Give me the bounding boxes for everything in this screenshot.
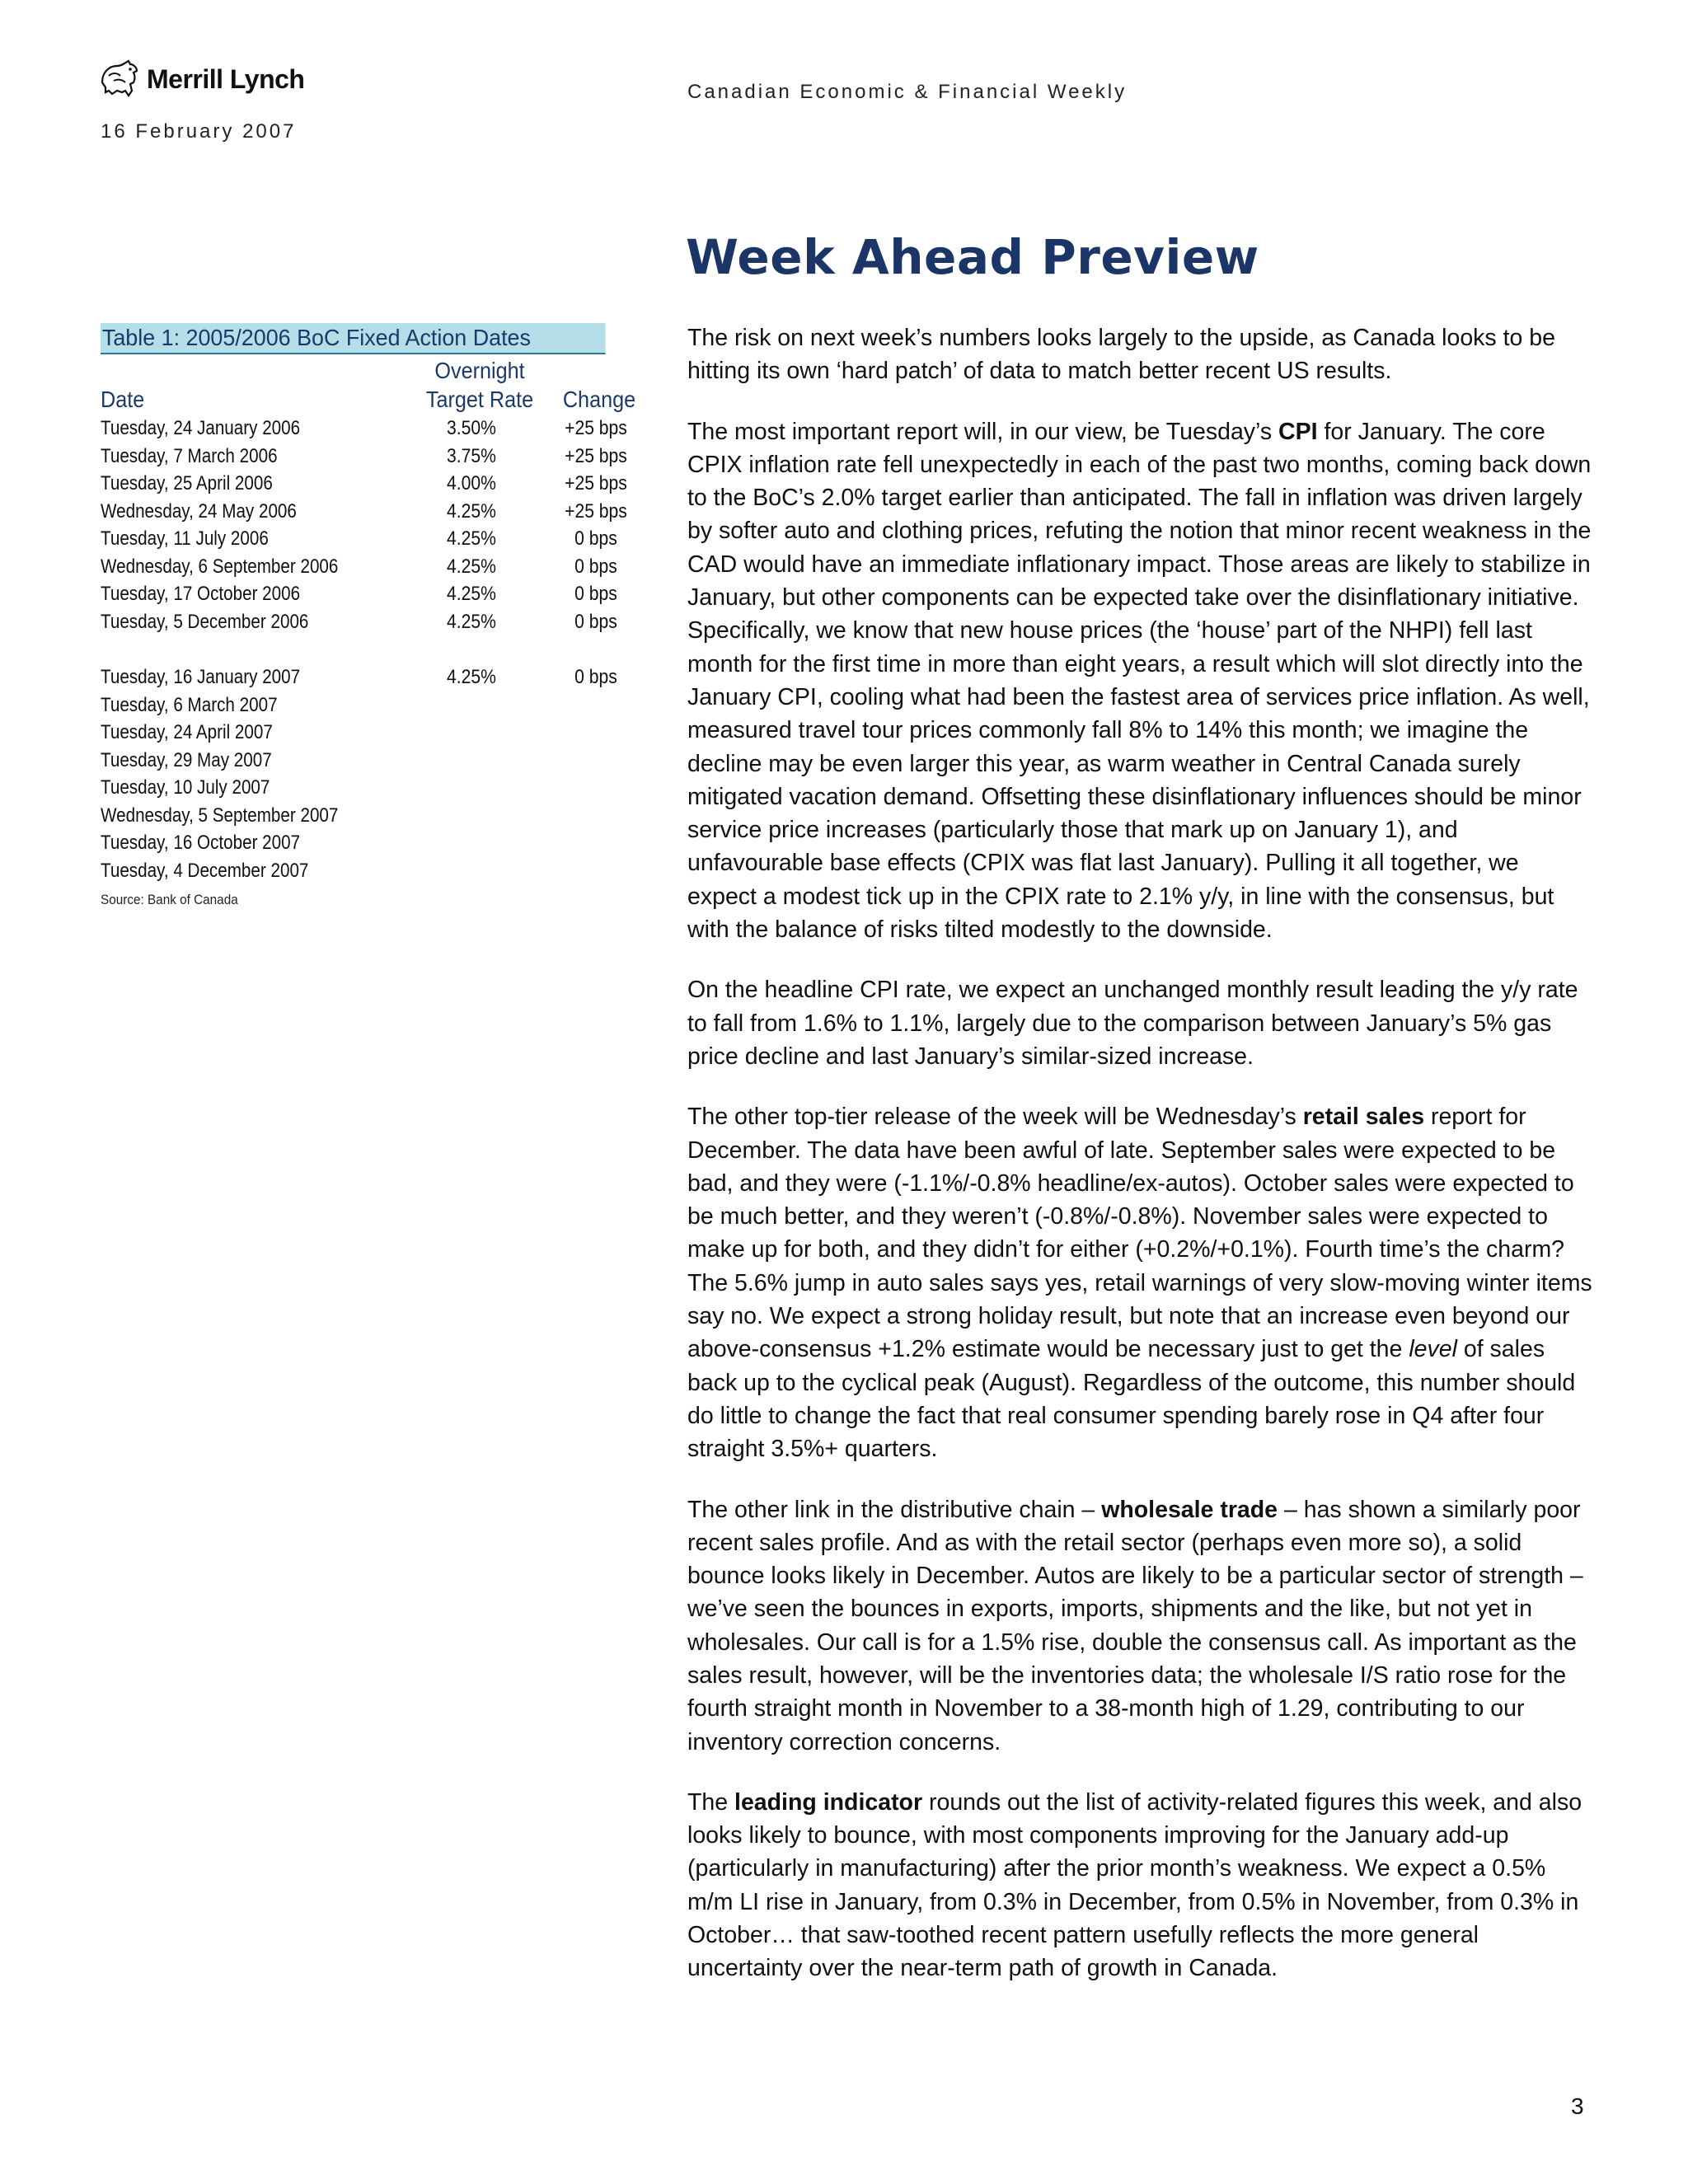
paragraph-intro: The risk on next week’s numbers looks largely to the upside, as Canada looks to be hitting its own ‘hard patch’ of data to match better recent US results.: [687, 325, 1555, 385]
cell-date: Tuesday, 4 December 2007: [101, 859, 309, 882]
bull-icon: [97, 58, 140, 101]
table-row: [101, 803, 626, 831]
keyword-retail-sales: retail sales: [1302, 1104, 1425, 1131]
boc-dates-table: [101, 323, 636, 908]
table-row: [101, 775, 626, 803]
cell-change: 0 bps: [574, 555, 617, 578]
table-row: [101, 858, 626, 886]
text-run: The other link in the distributive chain –: [687, 1496, 1102, 1523]
table-row: [101, 719, 626, 748]
article-body: [687, 321, 1592, 2013]
text-run: The other top-tier release of the week will be Wednesday’s: [687, 1104, 1303, 1131]
cell-date: Tuesday, 5 December 2006: [101, 610, 309, 633]
page-title: Week Ahead Preview: [686, 229, 1259, 285]
cell-change: 0 bps: [574, 583, 617, 605]
publication-name: Canadian Economic & Financial Weekly: [687, 81, 1128, 103]
paragraph-leading-indicator: [687, 1786, 1592, 1985]
text-run: report for December. The data have been awful of late. September sales were expected to be bad, and they were (-1.1%/-0.8% headline/ex-autos). October sales were expected to be much better, and they weren’t (-0.8%/-0.8%). November sales were expected to make up for both, and they didn’t for either (+0.2%/+0.1%). Fourth time’s the charm? The 5.6% jump in auto sales says yes, retail warnings of very slow-moving winter items say no. We expect a strong holiday result, but note that an increase even beyond our above-consensus +1.2% estimate would be necessary just to get the: [687, 1104, 1592, 1363]
cell-date: Wednesday, 5 September 2007: [101, 804, 339, 827]
cell-date: Tuesday, 29 May 2007: [101, 748, 272, 771]
table-row: [101, 554, 626, 582]
cell-date: Tuesday, 10 July 2007: [101, 776, 270, 799]
keyword-wholesale-trade: wholesale trade: [1101, 1496, 1278, 1523]
table-row: [101, 443, 626, 471]
cell-change: 0 bps: [574, 527, 617, 550]
column-header-date: Date: [101, 387, 145, 412]
paragraph-headline-cpi: On the headline CPI rate, we expect an unchanged monthly result leading the y/y rate to fall from 1.6% to 1.1%, largely due to the comparison between January’s 5% gas price decline and last January’s similar-sized increase.: [687, 977, 1578, 1070]
cell-rate: 4.25%: [447, 583, 496, 605]
table-row: [101, 581, 626, 609]
text-run: of sales back up to the cyclical peak (August). Regardless of the outcome, this number should do little to change the fact that real consumer spending barely rose in Q4 after four straight 3.5%+ quarters.: [687, 1336, 1576, 1463]
cell-date: Tuesday, 25 April 2006: [101, 472, 273, 494]
table-row: [101, 664, 626, 692]
report-date: 16 February 2007: [101, 120, 297, 143]
table-row: [101, 526, 626, 554]
brand-logo: [97, 58, 304, 101]
cell-rate: 3.50%: [447, 417, 496, 439]
column-header-overnight: Overnight: [434, 358, 525, 383]
cell-rate: 4.25%: [447, 527, 496, 550]
cell-rate: 4.25%: [447, 555, 496, 578]
table-row: [101, 471, 626, 499]
cell-change: +25 bps: [565, 444, 627, 467]
keyword-cpi: CPI: [1278, 418, 1318, 445]
brand-name: Merrill Lynch: [147, 63, 305, 94]
cell-date: Tuesday, 6 March 2007: [101, 693, 278, 716]
column-header-target-rate: Target Rate: [425, 387, 534, 412]
cell-rate: 4.25%: [447, 499, 496, 523]
paragraph-wholesale-trade: [687, 1493, 1592, 1759]
cell-date: Tuesday, 24 April 2007: [101, 721, 273, 743]
cell-date: Wednesday, 6 September 2006: [101, 555, 339, 578]
cell-date: Wednesday, 24 May 2006: [101, 499, 297, 523]
paragraph-cpi: [687, 415, 1592, 947]
cell-rate: 3.75%: [447, 444, 496, 467]
text-run: for January. The core CPIX inflation rate fell unexpectedly in each of the past two months, coming back down to the BoC’s 2.0% target earlier than anticipated. The fall in inflation was driven largely by softer auto and clothing prices, refuting the notion that minor recent weakness in the CAD would have an immediate inflationary impact. Those areas are likely to stabilize in January, but other components can be expected take over the disinflationary initiative. Specifically, we know that new house prices (the ‘house’ part of the NHPI) fell last month for the first time in more than eight years, a result which will slot directly into the January CPI, cooling what had been the fastest area of services price inflation. As well, measured travel tour prices commonly fall 8% to 14% this month; we imagine the decline may be even larger this year, as warm weather in Central Canada surely mitigated vacation demand. Offsetting these disinflationary influences should be minor service price increases (particularly those that mark up on January 1), and unfavourable base effects (CPIX was flat last January). Pulling it all together, we expect a modest tick up in the CPIX rate to 2.1% y/y, in line with the consensus, but with the balance of risks tilted modestly to the downside.: [687, 418, 1592, 944]
cell-rate: 4.25%: [447, 666, 496, 688]
cell-change: 0 bps: [574, 666, 617, 688]
cell-rate: 4.00%: [447, 472, 496, 494]
cell-change: +25 bps: [565, 472, 627, 494]
cell-date: Tuesday, 17 October 2006: [101, 583, 301, 605]
emphasis-level: level: [1409, 1336, 1457, 1363]
table-row-gap: [101, 636, 626, 664]
table-title: Table 1: 2005/2006 BoC Fixed Action Dates: [101, 323, 605, 354]
text-run: The: [687, 1788, 735, 1816]
keyword-leading-indicator: leading indicator: [734, 1788, 923, 1816]
table-row: [101, 415, 626, 443]
cell-change: +25 bps: [565, 499, 627, 523]
cell-rate: 4.25%: [447, 610, 496, 633]
table-row: [101, 748, 626, 776]
table-source-note: Source: Bank of Canada: [101, 892, 238, 907]
page-number: 3: [1571, 2093, 1584, 2119]
cell-change: +25 bps: [565, 417, 627, 439]
table-row: [101, 499, 626, 527]
cell-date: Tuesday, 11 July 2006: [101, 527, 269, 550]
cell-date: Tuesday, 7 March 2006: [101, 444, 278, 467]
table-column-headers: [101, 356, 636, 415]
text-run: – has shown a similarly poor recent sales profile. And as with the retail sector (perhaps even more so), a solid bounce looks likely in December. Autos are likely to be a particular sector of strength – we’ve seen the bounces in exports, imports, shipments and the like, but not yet in wholesales. Our call is for a 1.5% rise, double the consensus call. As important as the sales result, however, will be the inventories data; the wholesale I/S ratio rose for the fourth straight month in November to a 38-month high of 1.29, contributing to our inventory correction concerns.: [687, 1496, 1583, 1755]
text-run: rounds out the list of activity-related figures this week, and also looks likely to bounce, with most components improving for the January add-up (particularly in manufacturing) after the prior month’s weakness. We expect a 0.5% m/m LI rise in January, from 0.3% in December, from 0.5% in November, from 0.3% in October… that saw-toothed recent pattern usefully reflects the more general uncertainty over the near-term path of growth in Canada.: [687, 1788, 1582, 1982]
table-row: [101, 692, 626, 720]
text-run: The most important report will, in our view, be Tuesday’s: [687, 418, 1279, 445]
table-row: [101, 830, 626, 858]
cell-date: Tuesday, 16 January 2007: [101, 666, 301, 688]
cell-date: Tuesday, 24 January 2006: [101, 417, 301, 439]
table-row: [101, 609, 626, 637]
column-header-change: Change: [562, 387, 636, 412]
paragraph-retail-sales: [687, 1100, 1592, 1465]
table-body: [101, 415, 626, 885]
cell-date: Tuesday, 16 October 2007: [101, 832, 301, 854]
cell-change: 0 bps: [574, 610, 617, 633]
